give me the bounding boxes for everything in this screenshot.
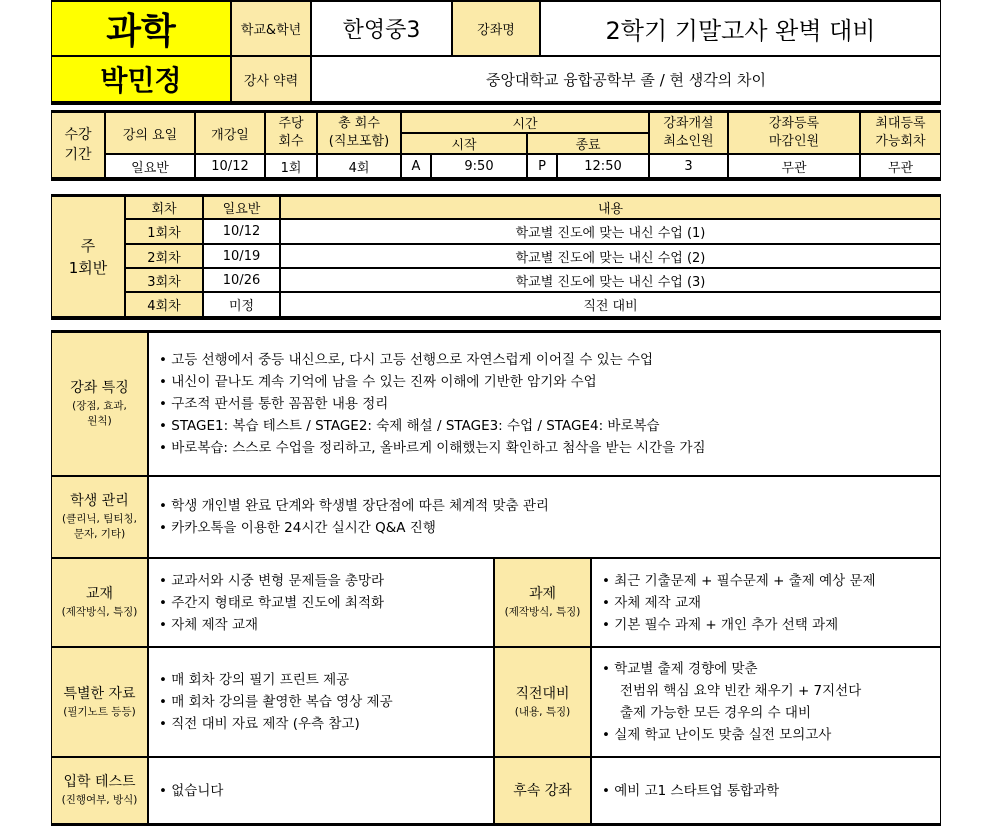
list-item: • 카카오톡을 이용한 24시간 실시간 Q&A 진행 — [159, 520, 436, 536]
schedule-end-ampm: P — [527, 154, 557, 178]
col-min-header: 강좌개설 최소인원 — [649, 112, 728, 154]
entrance-test-list — [148, 757, 494, 824]
final-prep-label: 직전대비 — [515, 685, 570, 702]
sessions-col-day: 일요반 — [203, 196, 280, 219]
schedule-open: 10/12 — [195, 154, 265, 178]
col-open-header: 개강일 — [195, 112, 265, 154]
list-item: • 직전 대비 자료 제작 (우측 참고) — [159, 716, 360, 732]
final-prep-list — [591, 647, 941, 757]
school-grade-value: 한영중3 — [311, 1, 452, 56]
follow-up-list — [591, 757, 941, 824]
materials-label: 특별한 자료 — [63, 685, 136, 702]
management-label: 학생 관리 — [70, 493, 129, 509]
schedule-max: 무관 — [860, 154, 941, 178]
teacher-name: 박민정 — [51, 56, 231, 102]
homework-label: 과제 — [528, 586, 557, 602]
list-item: • 매 회차 강의를 촬영한 복습 영상 제공 — [159, 694, 393, 710]
textbook-label-cell — [51, 558, 148, 647]
session-no: 3회차 — [125, 268, 203, 292]
homework-sub: (제작방식, 특징) — [504, 606, 581, 618]
list-item: • 학생 개인별 완료 단계와 학생별 장단점에 따른 체계적 맞춤 관리 — [159, 498, 549, 514]
list-item: • 자체 제작 교재 — [159, 616, 259, 633]
materials-label-cell — [51, 647, 148, 757]
session-no: 4회차 — [125, 292, 203, 317]
list-item: • 자체 제작 교재 — [602, 594, 702, 611]
list-item: • 고등 선행에서 중등 내신으로, 다시 고등 선행으로 자연스럽게 이어질 수 있는 수업 — [159, 352, 654, 368]
entrance-test-label-cell — [51, 757, 148, 824]
schedule-bottom-rule — [51, 178, 941, 181]
list-item: • STAGE1: 복습 테스트 / STAGE2: 숙제 해설 / STAGE3: 수업 / STAGE4: 바로복습 — [159, 418, 660, 434]
homework-label-cell — [494, 558, 591, 647]
schedule-start: 9:50 — [431, 154, 527, 178]
session-no: 1회차 — [125, 219, 203, 244]
session-no: 2회차 — [125, 244, 203, 268]
period-label: 수강 기간 — [51, 112, 105, 178]
session-content: 학교별 진도에 맞는 내신 수업 (2) — [280, 244, 941, 268]
list-item: • 실제 학교 난이도 맞춤 실전 모의고사 — [602, 727, 832, 743]
materials-list — [148, 647, 494, 757]
features-list — [148, 332, 941, 476]
list-item: • 주간지 형태로 학교별 진도에 최적화 — [159, 594, 385, 611]
col-day-header: 강의 요일 — [105, 112, 195, 154]
sessions-bottom-rule — [51, 317, 941, 320]
profile-value: 중앙대학교 융합공학부 졸 / 현 생각의 차이 — [311, 56, 941, 102]
entrance-test-label: 입학 테스트 — [63, 774, 136, 790]
session-content: 학교별 진도에 맞는 내신 수업 (3) — [280, 268, 941, 292]
homework-list — [591, 558, 941, 647]
list-item: • 내신이 끝나도 계속 기억에 남을 수 있는 진짜 이해에 기반한 암기와 수업 — [159, 374, 597, 390]
follow-up-label: 후속 강좌 — [513, 782, 572, 799]
details-bottom-rule — [51, 823, 941, 826]
school-grade-label: 학교&학년 — [231, 1, 311, 56]
col-deadline-header: 강좌등록 마감인원 — [728, 112, 860, 154]
sessions-label: 주 1회반 — [51, 196, 125, 317]
list-item: • 학교별 출제 경향에 맞춘 — [602, 661, 758, 677]
schedule-end: 12:50 — [557, 154, 649, 178]
subject-title: 과학 — [51, 1, 231, 56]
header-bottom-rule — [51, 102, 941, 105]
schedule-min: 3 — [649, 154, 728, 178]
features-sub: (장점, 효과, 원칙) — [72, 400, 127, 427]
list-item: • 기본 필수 과제 + 개인 추가 선택 과제 — [602, 616, 839, 633]
course-name-label: 강좌명 — [452, 1, 540, 56]
schedule-total: 4회 — [317, 154, 401, 178]
follow-up-label-cell — [494, 757, 591, 824]
list-item: • 매 회차 강의 필기 프린트 제공 — [159, 672, 350, 688]
list-item: • 바로복습: 스스로 수업을 정리하고, 올바르게 이해했는지 확인하고 첨삭을 받는 시간을 가짐 — [159, 440, 706, 456]
schedule-start-ampm: A — [401, 154, 431, 178]
management-label-cell — [51, 476, 148, 558]
schedule-weekly: 1회 — [265, 154, 317, 178]
sessions-col-no: 회차 — [125, 196, 203, 219]
list-item: • 없습니다 — [159, 782, 224, 799]
profile-label: 강사 약력 — [231, 56, 311, 102]
sessions-col-content: 내용 — [280, 196, 941, 219]
col-start-header: 시작 — [401, 133, 527, 154]
session-content: 학교별 진도에 맞는 내신 수업 (1) — [280, 219, 941, 244]
col-weekly-header: 주당 회수 — [265, 112, 317, 154]
list-item: 출제 가능한 모든 경우의 수 대비 — [620, 705, 811, 721]
textbook-sub: (제작방식, 특징) — [61, 606, 138, 618]
management-list — [148, 476, 941, 558]
session-date: 미정 — [203, 292, 280, 317]
textbook-list — [148, 558, 494, 647]
col-time-header: 시간 — [401, 112, 649, 133]
col-max-header: 최대등록 가능회차 — [860, 112, 941, 154]
session-date: 10/12 — [203, 219, 280, 244]
features-label-cell — [51, 332, 148, 476]
schedule-day: 일요반 — [105, 154, 195, 178]
schedule-deadline: 무관 — [728, 154, 860, 178]
features-label: 강좌 특징 — [70, 380, 129, 396]
session-content: 직전 대비 — [280, 292, 941, 317]
col-end-header: 종료 — [527, 133, 649, 154]
management-sub: (클리닉, 팀티칭, 문자, 기타) — [62, 513, 137, 540]
list-item: • 교과서와 시중 변형 문제들을 총망라 — [159, 572, 385, 589]
list-item: • 구조적 판서를 통한 꼼꼼한 내용 정리 — [159, 396, 389, 412]
session-date: 10/19 — [203, 244, 280, 268]
entrance-test-sub: (진행여부, 방식) — [61, 794, 138, 806]
final-prep-sub: (내용, 특징) — [514, 705, 571, 718]
course-name-value: 2학기 기말고사 완벽 대비 — [540, 1, 941, 56]
textbook-label: 교재 — [85, 586, 114, 602]
list-item: • 최근 기출문제 + 필수문제 + 출제 예상 문제 — [602, 572, 876, 589]
materials-sub: (필기노트 등등) — [63, 705, 136, 718]
session-date: 10/26 — [203, 268, 280, 292]
list-item: • 예비 고1 스타트업 통합과학 — [602, 782, 780, 799]
col-total-header: 총 회수 (직보포함) — [317, 112, 401, 154]
final-prep-label-cell — [494, 647, 591, 757]
list-item: 전범위 핵심 요약 빈칸 채우기 + 7지선다 — [620, 683, 862, 699]
